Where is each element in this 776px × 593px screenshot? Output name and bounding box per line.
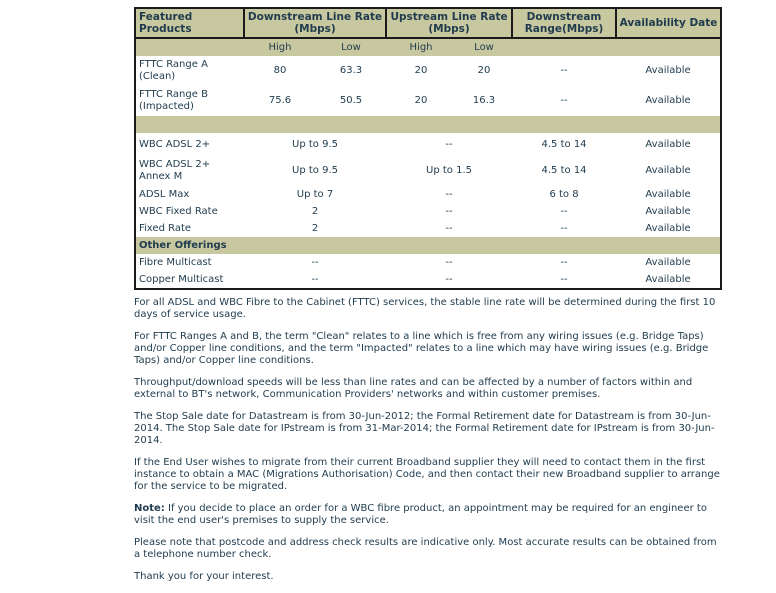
product-name: Copper Multicast <box>135 271 244 289</box>
availability-value: Available <box>616 186 721 203</box>
availability-value: Available <box>616 133 721 156</box>
product-name: WBC ADSL 2+ Annex M <box>135 156 244 186</box>
availability-value: Available <box>616 86 721 116</box>
up-value: -- <box>386 271 512 289</box>
product-name: WBC Fixed Rate <box>135 203 244 220</box>
section-divider <box>135 116 721 133</box>
up-value: -- <box>386 203 512 220</box>
header-featured-products: Featured Products <box>135 8 244 38</box>
table-row <box>135 56 721 86</box>
header-upstream-line-rate: Upstream Line Rate (Mbps) <box>386 8 512 38</box>
up-value: Up to 1.5 <box>386 156 512 186</box>
range-value: -- <box>512 203 616 220</box>
availability-table-container <box>134 7 720 290</box>
down-value: Up to 9.5 <box>244 156 386 186</box>
table-row <box>135 271 721 289</box>
subheader-down-high: High <box>244 38 316 56</box>
table-row <box>135 133 721 156</box>
availability-value: Available <box>616 56 721 86</box>
range-value: -- <box>512 56 616 86</box>
down-value: 2 <box>244 203 386 220</box>
section-header-other-offerings <box>135 237 721 254</box>
note-appointment-text: If you decide to place an order for a WBC fibre product, an appointment may be required for an engineer to visit the end user's premises to supply the service. <box>134 503 707 526</box>
product-name: Fixed Rate <box>135 220 244 237</box>
table-row <box>135 220 721 237</box>
down-value: Up to 7 <box>244 186 386 203</box>
range-value: 4.5 to 14 <box>512 156 616 186</box>
range-value: 4.5 to 14 <box>512 133 616 156</box>
header-downstream-line-rate: Downstream Line Rate (Mbps) <box>244 8 386 38</box>
availability-value: Available <box>616 254 721 271</box>
subheader-up-high: High <box>386 38 456 56</box>
availability-value: Available <box>616 220 721 237</box>
product-name: Fibre Multicast <box>135 254 244 271</box>
down-value: 2 <box>244 220 386 237</box>
up-high-value: 20 <box>386 86 456 116</box>
up-value: -- <box>386 254 512 271</box>
up-value: -- <box>386 220 512 237</box>
up-low-value: 16.3 <box>456 86 512 116</box>
down-value: -- <box>244 271 386 289</box>
range-value: -- <box>512 254 616 271</box>
service-notes <box>134 297 722 593</box>
note-thank-you: Thank you for your interest. <box>134 571 274 582</box>
header-downstream-range: Downstream Range(Mbps) <box>512 8 616 38</box>
up-high-value: 20 <box>386 56 456 86</box>
down-high-value: 80 <box>244 56 316 86</box>
product-name: FTTC Range B (Impacted) <box>135 86 244 116</box>
availability-value: Available <box>616 156 721 186</box>
product-availability-table <box>134 7 722 290</box>
product-name: FTTC Range A (Clean) <box>135 56 244 86</box>
note-stable-line-rate: For all ADSL and WBC Fibre to the Cabinet (FTTC) services, the stable line rate will be determined during the first 10 days of service usage. <box>134 297 716 320</box>
up-value: -- <box>386 186 512 203</box>
down-low-value: 63.3 <box>316 56 386 86</box>
section-title: Other Offerings <box>135 237 721 254</box>
range-value: -- <box>512 271 616 289</box>
down-value: -- <box>244 254 386 271</box>
table-row <box>135 254 721 271</box>
note-label: Note: <box>134 503 165 514</box>
up-low-value: 20 <box>456 56 512 86</box>
table-row <box>135 186 721 203</box>
table-row <box>135 203 721 220</box>
table-row <box>135 156 721 186</box>
subheader-row <box>135 38 721 56</box>
subheader-down-low: Low <box>316 38 386 56</box>
product-name: ADSL Max <box>135 186 244 203</box>
product-name: WBC ADSL 2+ <box>135 133 244 156</box>
note-fibre-appointment <box>134 503 722 527</box>
down-high-value: 75.6 <box>244 86 316 116</box>
up-value: -- <box>386 133 512 156</box>
note-stop-sale-dates: The Stop Sale date for Datastream is from 30-Jun-2012; the Formal Retirement date for Datastream is from 30-Jun-2014. The Stop Sale date for IPstream is from 31-Mar-2014; the Formal Retirement date for IPstream is from 30-Jun-2014. <box>134 411 715 446</box>
range-value: -- <box>512 86 616 116</box>
header-availability-date: Availability Date <box>616 8 721 38</box>
note-throughput: Throughput/download speeds will be less than line rates and can be affected by a number of factors within and external to BT's network, Communication Providers' networks and within customer premises. <box>134 377 693 400</box>
range-value: 6 to 8 <box>512 186 616 203</box>
note-clean-impacted: For FTTC Ranges A and B, the term "Clean" relates to a line which is free from any wiring issues (e.g. Bridge Taps) and/or Copper line conditions, and the term "Impacted" relates to a line which may have wiring issues (e.g. Bridge Taps) and/or Copper line conditions. <box>134 331 709 366</box>
note-postcode-check: Please note that postcode and address check results are indicative only. Most accurate results can be obtained from a telephone number check. <box>134 537 717 560</box>
range-value: -- <box>512 220 616 237</box>
down-low-value: 50.5 <box>316 86 386 116</box>
availability-value: Available <box>616 203 721 220</box>
availability-value: Available <box>616 271 721 289</box>
subheader-up-low: Low <box>456 38 512 56</box>
note-migration: If the End User wishes to migrate from their current Broadband supplier they will need to contact them in the first instance to obtain a MAC (Migrations Authorisation) Code, and then contact their new Broadband supplier to arrange for the service to be migrated. <box>134 457 720 492</box>
table-row <box>135 86 721 116</box>
down-value: Up to 9.5 <box>244 133 386 156</box>
